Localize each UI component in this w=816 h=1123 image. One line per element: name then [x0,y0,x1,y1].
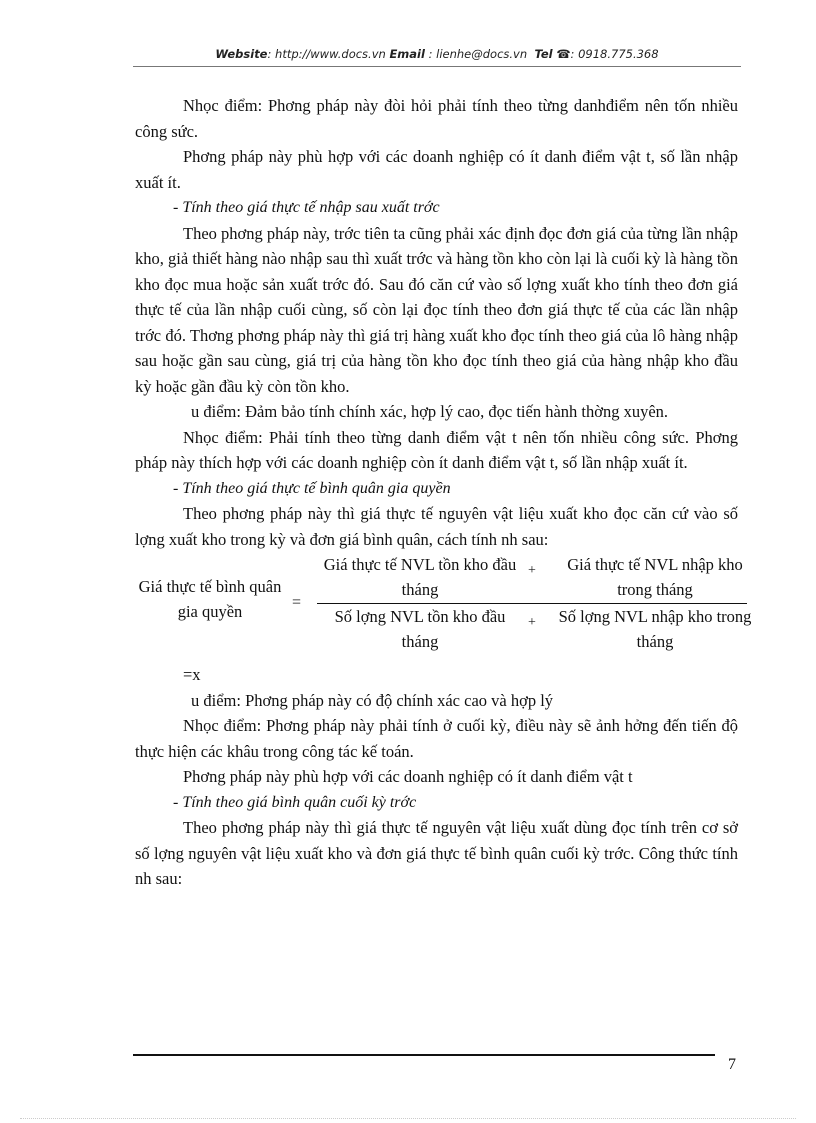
paragraph: Phơng pháp này phù hợp với các doanh nghiệp có ít danh điểm vật t [183,767,633,786]
paragraph: u điểm: Đảm bảo tính chính xác, hợp lý cao, đọc tiến hành thờng xuyên. [191,402,669,421]
formula-left-label: Giá thực tế bình quân gia quyền [138,577,282,621]
paragraph: Nhọc điểm: Phơng pháp này phải tính ở cuối kỳ, điều này sẽ ảnh hởng đến tiến độ thực hiện các khâu trong công tác kế toán. [135,716,738,761]
formula-plus-top: + [528,563,536,578]
website-value[interactable]: : http://www.docs.vn [267,47,386,61]
phone-icon: ☎ [556,47,571,61]
page-number: 7 [728,1056,736,1073]
page-edge-dotted-line [20,1118,796,1119]
email-value[interactable]: : lienhe@docs.vn [424,47,528,61]
section-heading: - Tính theo giá bình quân cuối kỳ trớc [173,793,417,811]
formula-numerator-1: Giá thực tế NVL tồn kho đầu tháng [323,555,517,599]
formula-denominator-2: Số lợng NVL nhập kho trong tháng [558,607,752,651]
email-label: Email [389,47,425,61]
formula-equals: = [292,594,302,611]
paragraph: Nhọc điểm: Phơng pháp này đòi hỏi phải tính theo từng danhđiểm nên tốn nhiều công sức. [135,96,738,141]
formula-numerator-2: Giá thực tế NVL nhập kho trong tháng [567,555,743,599]
paragraph: Phơng pháp này phù hợp với các doanh nghiệp có ít danh điểm vật t, số lần nhập xuất ít. [135,147,738,192]
paragraph: Theo phơng pháp này, trớc tiên ta cũng phải xác định đọc đơn giá của từng lần nhập kho, giả thiết hàng nào nhập sau thì xuất trớc và hàng tồn kho còn lại là cuối kỳ là hàng tồn kho đọc mua hoặc sản xuất trớc đó. Sau đó căn cứ vào số lợng xuất kho tính theo đơn giá thực tế của lần nhập cuối cùng, số còn lại đọc tính theo đơn giá thực tế của các lần nhập trớc đó. Thơng phơng pháp này thì giá trị hàng xuất kho đọc tính theo giá của lô hàng nhập sau hoặc gần sau cùng, giá trị của hàng tồn kho đọc tính theo giá của hàng nhập kho đầu kỳ hoặc gần đầu kỳ còn tồn kho. [135,223,738,396]
paragraph: Nhọc điểm: Phải tính theo từng danh điểm vật t nên tốn nhiều công sức. Phơng pháp này thích hợp với các doanh nghiệp còn ít danh điểm vật t, số lần nhập xuất ít. [135,427,738,472]
tel-value: : 0918.775.368 [570,47,659,61]
tel-label: Tel [534,47,553,61]
weighted-average-formula [135,552,752,662]
section-heading: - Tính theo giá thực tế nhập sau xuất trớc [173,199,440,216]
paragraph: Theo phơng pháp này thì giá thực tế nguyên vật liệu xuất kho đọc căn cứ vào số lợng xuất kho trong kỳ và đơn giá bình quân, cách tính nh sau: [135,504,738,549]
paragraph: u điểm: Phơng pháp này có độ chính xác cao và hợp lý [191,690,554,710]
formula-plus-bottom: + [528,615,536,630]
header-rule [133,66,741,67]
formula-product: =x [183,665,201,684]
page-header [133,47,741,61]
footer-rule [133,1054,715,1056]
formula-denominator-1: Số lợng NVL tồn kho đầu tháng [334,607,506,651]
section-heading: - Tính theo giá thực tế bình quân gia quyền [173,479,451,497]
website-label: Website [215,47,268,61]
document-body [135,93,752,892]
paragraph: Theo phơng pháp này thì giá thực tế nguyên vật liệu xuất dùng đọc tính trên cơ sở số lợng nguyên vật liệu xuất kho và đơn giá thực tế bình quân cuối kỳ trớc. Công thức tính nh sau: [135,818,738,888]
